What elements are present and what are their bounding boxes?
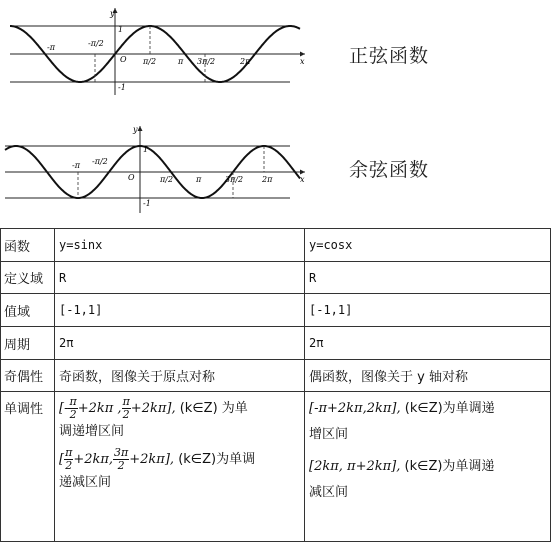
sine-origin: O [120, 55, 127, 64]
cosine-graph-svg [0, 118, 330, 218]
sin-dec-rest: 递减区间 [59, 475, 112, 490]
cos-dec-interval: [-π+2kπ,2kπ], [309, 401, 401, 416]
cos-dec-tail: (k∈Z)为单调递 [404, 401, 495, 416]
cos-period-cell: 2π [305, 327, 551, 360]
row-label-period: 周期 [1, 327, 55, 360]
cos-inc-rest: 减区间 [309, 485, 349, 500]
cos-function-cell: y=cosx [305, 229, 551, 262]
table-row [1, 327, 551, 360]
cos-tick-three-half-pi: 3π/2 [225, 175, 244, 184]
row-label-function: 函数 [1, 229, 55, 262]
sin-increasing-interval: [- $\frac{\pi}{2}$ +2kπ , $\frac{\pi}{2}$ +2kπ], (k∈Z) 为单 [59, 395, 248, 421]
properties-table [0, 228, 551, 542]
sine-graph [0, 0, 330, 100]
table-row [1, 392, 551, 542]
sin-domain-cell: R [55, 262, 305, 294]
row-label-parity: 奇偶性 [1, 360, 55, 392]
cos-one: 1 [143, 145, 149, 154]
sin-parity-cell: 奇函数，图像关于原点对称 [55, 360, 305, 392]
sin-range-cell: [-1,1] [55, 294, 305, 327]
cos-tick-half-pi: π/2 [160, 175, 174, 184]
sine-graph-svg [0, 0, 330, 100]
cos-dec-rest: 增区间 [309, 427, 349, 442]
sin-monotonicity-cell [55, 392, 305, 542]
sine-tick-neg-pi: -π [47, 43, 55, 52]
sine-tick-neg-half-pi: -π/2 [88, 39, 104, 48]
cos-domain-cell: R [305, 262, 551, 294]
sine-tick-two-pi: 2π [240, 57, 251, 66]
sin-inc-rest: 调递增区间 [59, 424, 125, 439]
table-row [1, 294, 551, 327]
cos-inc-interval: [2kπ, π+2kπ], [309, 459, 401, 474]
cos-monotonicity-cell [305, 392, 551, 542]
cos-tick-neg-pi: -π [72, 161, 80, 170]
table-row [1, 229, 551, 262]
sin-function-cell: y=sinx [55, 229, 305, 262]
cos-y-label: y [133, 125, 138, 134]
cos-origin: O [128, 173, 135, 182]
sine-tick-half-pi: π/2 [143, 57, 157, 66]
cos-x-label: x [300, 175, 305, 184]
table-row [1, 360, 551, 392]
cos-parity-cell: 偶函数，图像关于 y 轴对称 [305, 360, 551, 392]
sin-period-cell: 2π [55, 327, 305, 360]
sin-decreasing-interval: [ $\frac{\pi}{2}$ +2kπ, $\frac{3\pi}{2}$ +2kπ], (k∈Z)为单调 [59, 446, 256, 472]
cosine-caption: 余弦函数 [349, 159, 430, 181]
cos-tick-two-pi: 2π [262, 175, 273, 184]
cos-inc-tail: (k∈Z)为单调递 [404, 459, 495, 474]
table-row [1, 262, 551, 294]
sine-x-label: x [300, 57, 305, 66]
row-label-range: 值域 [1, 294, 55, 327]
sin-inc-tail: (k∈Z) 为单 [179, 401, 248, 416]
cos-increasing-interval [309, 396, 546, 422]
cos-range-cell: [-1,1] [305, 294, 551, 327]
sine-tick-three-half-pi: 3π/2 [197, 57, 216, 66]
cos-tick-pi: π [196, 175, 202, 184]
sine-minus-one: -1 [118, 83, 126, 92]
cos-minus-one: -1 [143, 199, 151, 208]
cos-tick-neg-half-pi: -π/2 [92, 157, 108, 166]
row-label-domain: 定义域 [1, 262, 55, 294]
sine-one: 1 [118, 25, 124, 34]
cosine-graph [0, 118, 330, 218]
sine-y-label: y [110, 9, 115, 18]
row-label-monotonicity: 单调性 [1, 392, 55, 542]
cos-decreasing-interval [309, 454, 546, 480]
sine-tick-pi: π [178, 57, 184, 66]
sine-caption: 正弦函数 [349, 45, 430, 67]
sin-dec-tail: (k∈Z)为单调 [178, 452, 256, 467]
